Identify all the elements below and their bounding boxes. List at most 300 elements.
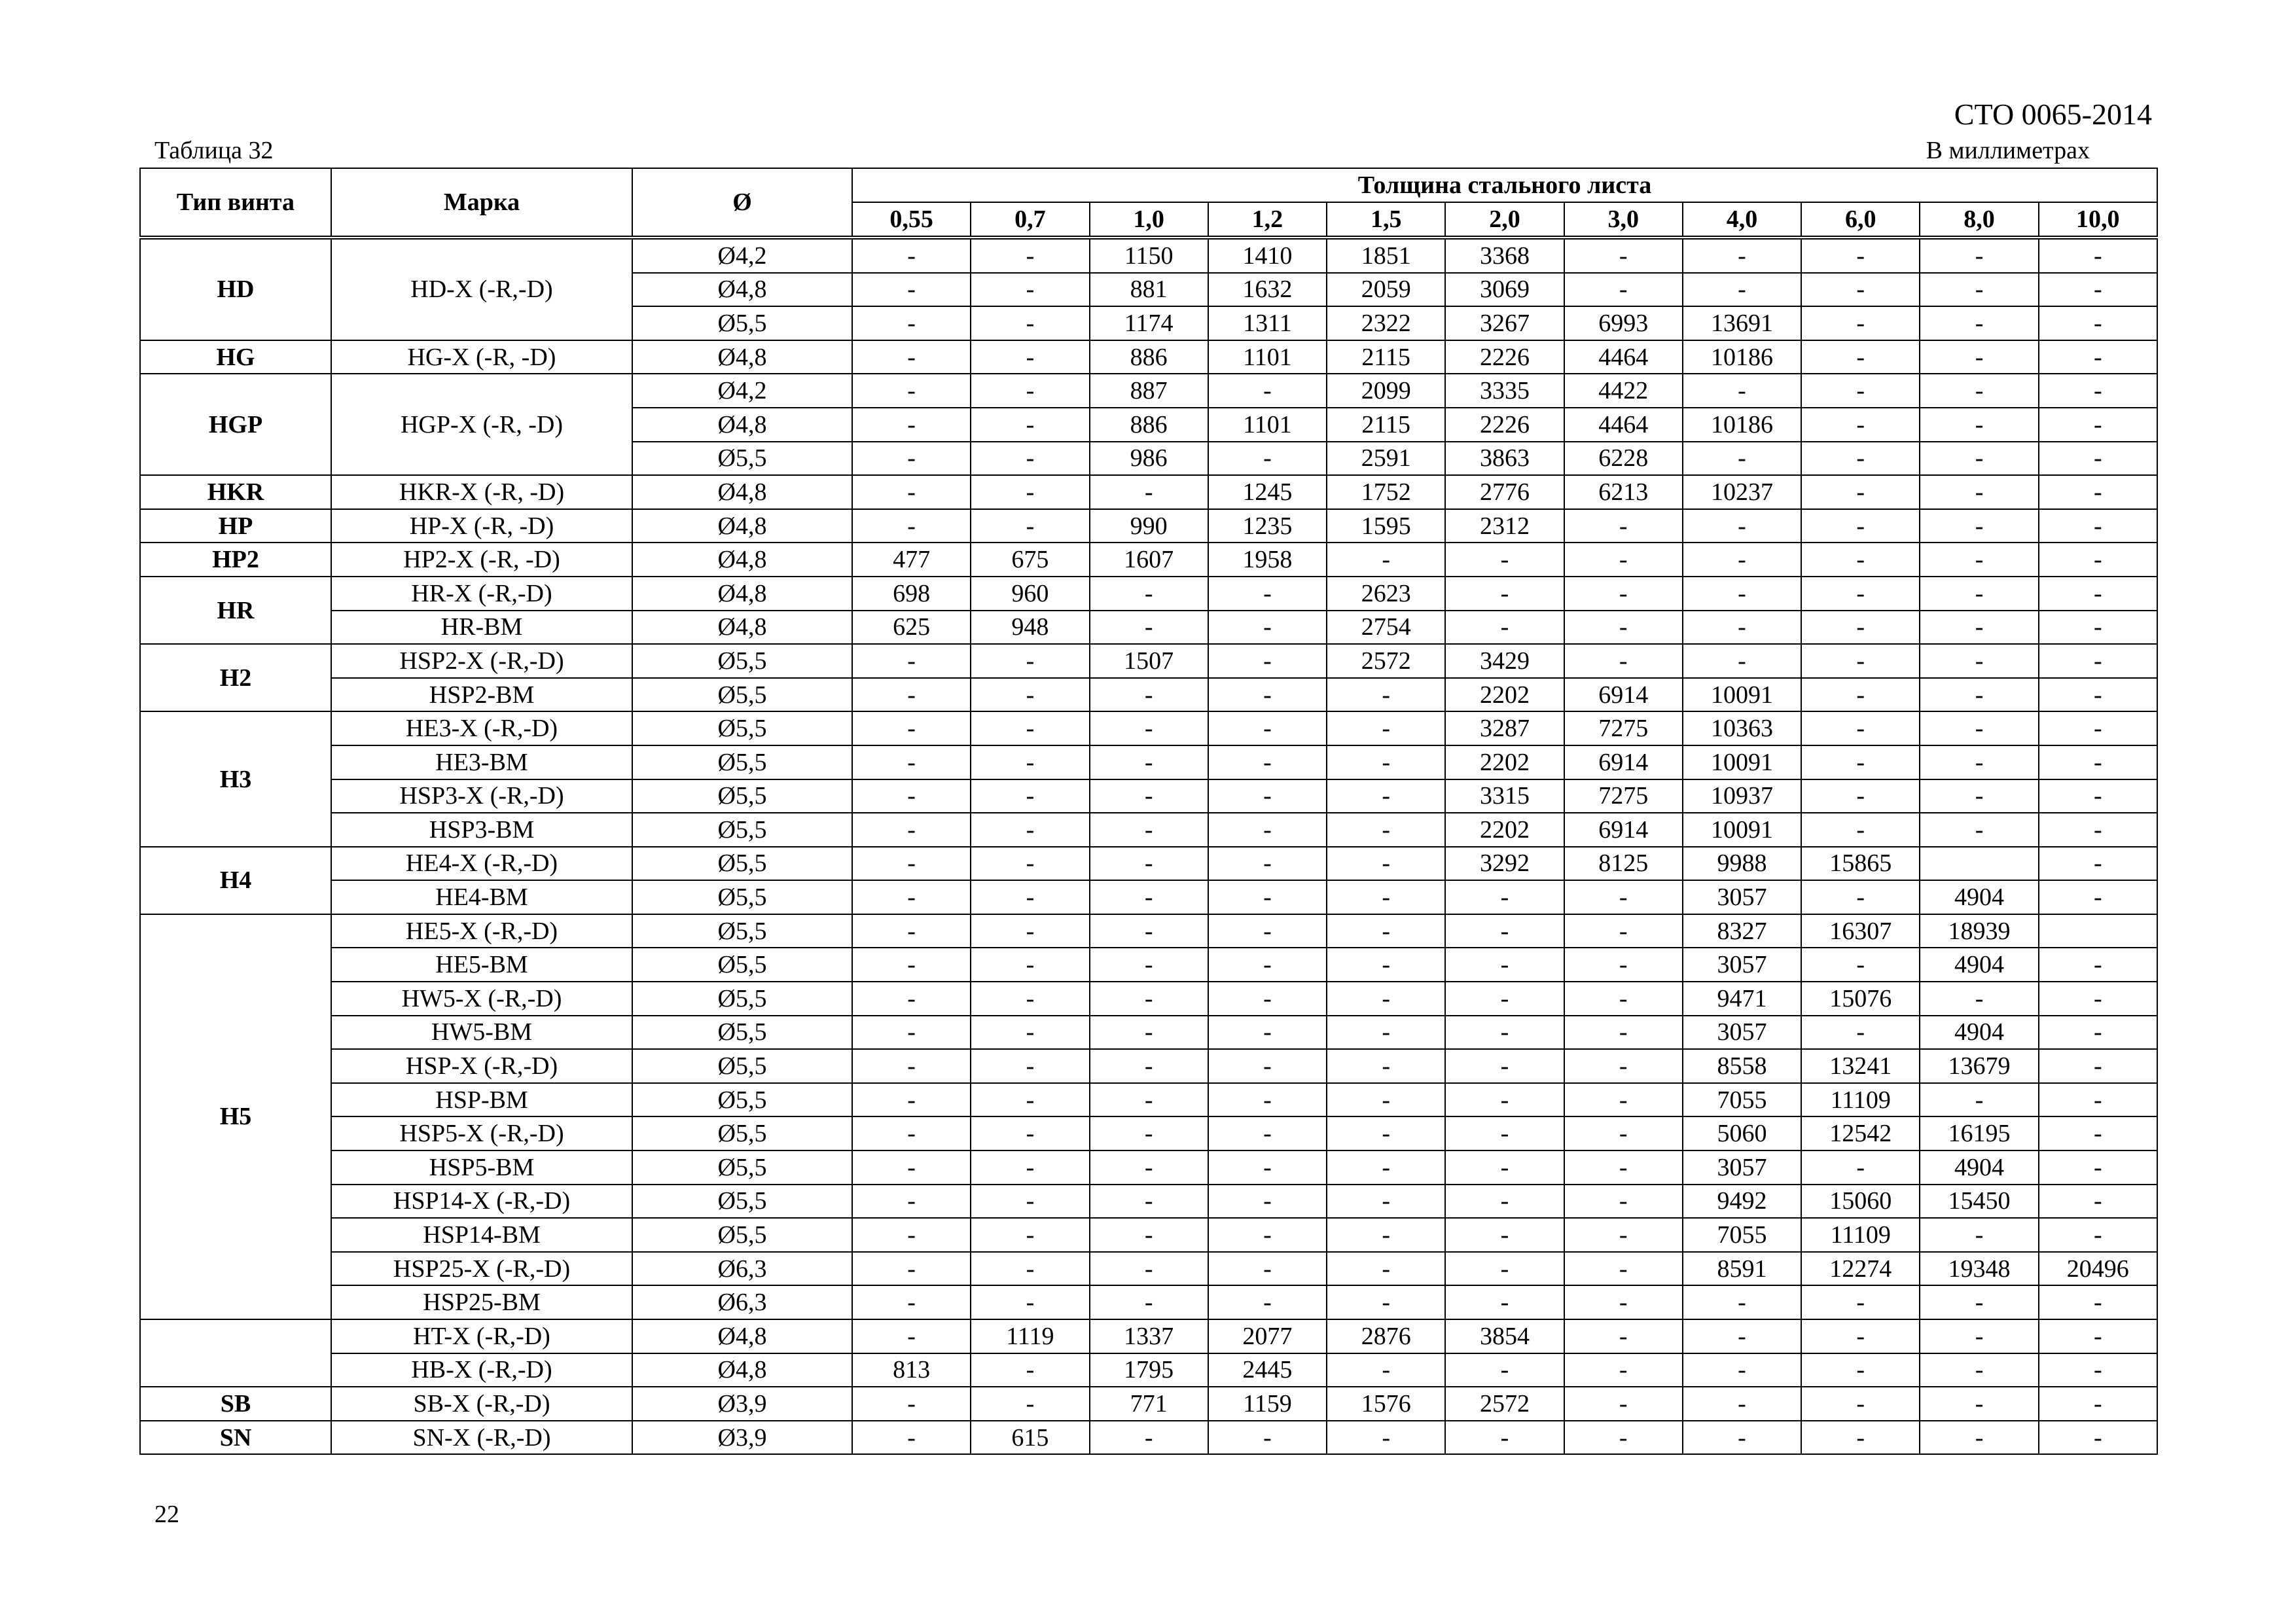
value-cell: 2572 xyxy=(1327,644,1445,678)
value-cell: 615 xyxy=(971,1421,1089,1455)
value-cell: - xyxy=(852,1285,971,1319)
value-cell: - xyxy=(852,442,971,476)
value-cell: 4904 xyxy=(1920,1150,2038,1185)
value-cell: 6213 xyxy=(1564,475,1683,509)
value-cell: 10237 xyxy=(1683,475,1801,509)
value-cell: - xyxy=(1920,1387,2038,1421)
value-cell: - xyxy=(971,914,1089,948)
value-cell: - xyxy=(852,1218,971,1252)
value-cell: - xyxy=(1564,1319,1683,1353)
brand-cell: HR-BM xyxy=(331,611,632,645)
brand-cell: HW5-X (-R,-D) xyxy=(331,982,632,1016)
value-cell: 1795 xyxy=(1090,1353,1208,1387)
header-thickness: 0,55 xyxy=(852,202,971,238)
diameter-cell: Ø4,8 xyxy=(632,340,852,374)
value-cell: - xyxy=(1564,238,1683,273)
brand-cell: HSP2-X (-R,-D) xyxy=(331,644,632,678)
value-cell: 13691 xyxy=(1683,306,1801,340)
value-cell: - xyxy=(852,509,971,543)
value-cell: - xyxy=(1327,1252,1445,1286)
value-cell: - xyxy=(2039,1218,2157,1252)
value-cell: - xyxy=(1208,1252,1327,1286)
value-cell: - xyxy=(852,1083,971,1117)
table-row xyxy=(140,1150,2157,1185)
header-thickness: 10,0 xyxy=(2039,202,2157,238)
table-title: Таблица 32 xyxy=(154,137,274,164)
value-cell: 3292 xyxy=(1445,847,1564,881)
value-cell: - xyxy=(971,813,1089,847)
value-cell: - xyxy=(971,340,1089,374)
value-cell: 12542 xyxy=(1801,1116,1920,1150)
value-cell: - xyxy=(1564,1387,1683,1421)
value-cell: - xyxy=(2039,644,2157,678)
value-cell: - xyxy=(1327,1185,1445,1219)
value-cell: 2623 xyxy=(1327,577,1445,611)
value-cell: - xyxy=(2039,1016,2157,1050)
brand-cell: HE4-X (-R,-D) xyxy=(331,847,632,881)
value-cell: 4464 xyxy=(1564,408,1683,442)
value-cell: - xyxy=(1445,1049,1564,1083)
value-cell: - xyxy=(1327,1353,1445,1387)
value-cell: - xyxy=(1920,238,2038,273)
diameter-cell: Ø4,8 xyxy=(632,611,852,645)
value-cell: - xyxy=(971,306,1089,340)
brand-cell: HP2-X (-R, -D) xyxy=(331,543,632,577)
value-cell: - xyxy=(1327,1218,1445,1252)
value-cell: - xyxy=(852,711,971,745)
value-cell: - xyxy=(1564,982,1683,1016)
value-cell: - xyxy=(1090,982,1208,1016)
value-cell: - xyxy=(1445,1421,1564,1455)
diameter-cell: Ø5,5 xyxy=(632,1150,852,1185)
value-cell: 6993 xyxy=(1564,306,1683,340)
diameter-cell: Ø5,5 xyxy=(632,644,852,678)
value-cell: - xyxy=(852,408,971,442)
value-cell: - xyxy=(852,982,971,1016)
value-cell: - xyxy=(971,1252,1089,1286)
diameter-cell: Ø5,5 xyxy=(632,442,852,476)
diameter-cell: Ø5,5 xyxy=(632,813,852,847)
value-cell: - xyxy=(1801,1150,1920,1185)
value-cell: - xyxy=(1801,813,1920,847)
value-cell: 19348 xyxy=(1920,1252,2038,1286)
value-cell: - xyxy=(1683,1319,1801,1353)
value-cell: - xyxy=(1683,1353,1801,1387)
value-cell: - xyxy=(1801,611,1920,645)
value-cell: - xyxy=(1208,442,1327,476)
table-row xyxy=(140,1319,2157,1353)
value-cell: - xyxy=(971,1218,1089,1252)
value-cell: - xyxy=(1327,543,1445,577)
value-cell: - xyxy=(1683,1387,1801,1421)
value-cell: - xyxy=(1090,1116,1208,1150)
value-cell: - xyxy=(1090,711,1208,745)
value-cell: - xyxy=(852,678,971,712)
value-cell: - xyxy=(852,1387,971,1421)
value-cell: - xyxy=(1801,1016,1920,1050)
value-cell: 960 xyxy=(971,577,1089,611)
value-cell: - xyxy=(1208,711,1327,745)
value-cell: 771 xyxy=(1090,1387,1208,1421)
table-row xyxy=(140,779,2157,813)
value-cell: - xyxy=(852,1252,971,1286)
value-cell: 2115 xyxy=(1327,408,1445,442)
value-cell: - xyxy=(971,678,1089,712)
value-cell: 11109 xyxy=(1801,1083,1920,1117)
header-diameter: Ø xyxy=(632,168,852,238)
value-cell: - xyxy=(1208,982,1327,1016)
value-cell: - xyxy=(2039,475,2157,509)
screw-type-cell: HR xyxy=(140,577,331,644)
value-cell: - xyxy=(1920,982,2038,1016)
value-cell: - xyxy=(2039,238,2157,273)
screw-type-cell: HP2 xyxy=(140,543,331,577)
value-cell: - xyxy=(1327,880,1445,914)
value-cell: - xyxy=(971,1049,1089,1083)
value-cell: - xyxy=(1920,577,2038,611)
value-cell: - xyxy=(1801,577,1920,611)
value-cell: - xyxy=(1920,745,2038,779)
value-cell: - xyxy=(971,273,1089,307)
value-cell: 2077 xyxy=(1208,1319,1327,1353)
value-cell: - xyxy=(1445,982,1564,1016)
value-cell: - xyxy=(1208,1016,1327,1050)
diameter-cell: Ø5,5 xyxy=(632,847,852,881)
diameter-cell: Ø4,8 xyxy=(632,273,852,307)
value-cell: - xyxy=(1920,340,2038,374)
diameter-cell: Ø4,8 xyxy=(632,509,852,543)
value-cell: - xyxy=(852,1016,971,1050)
value-cell: 11109 xyxy=(1801,1218,1920,1252)
value-cell: - xyxy=(1445,880,1564,914)
value-cell: - xyxy=(1208,374,1327,408)
value-cell: - xyxy=(2039,442,2157,476)
value-cell: - xyxy=(852,847,971,881)
value-cell: - xyxy=(1327,1016,1445,1050)
value-cell: - xyxy=(1920,374,2038,408)
value-cell: 10363 xyxy=(1683,711,1801,745)
value-cell: - xyxy=(1090,880,1208,914)
value-cell: 2754 xyxy=(1327,611,1445,645)
value-cell: 12274 xyxy=(1801,1252,1920,1286)
value-cell: - xyxy=(2039,948,2157,982)
value-cell: 1101 xyxy=(1208,408,1327,442)
value-cell: - xyxy=(852,948,971,982)
value-cell: - xyxy=(1683,611,1801,645)
value-cell: - xyxy=(1208,779,1327,813)
value-cell: - xyxy=(1801,644,1920,678)
units-label: В миллиметрах xyxy=(1926,137,2090,164)
value-cell: 15076 xyxy=(1801,982,1920,1016)
value-cell: 2099 xyxy=(1327,374,1445,408)
value-cell: 13679 xyxy=(1920,1049,2038,1083)
screw-type-cell: HD xyxy=(140,238,331,340)
screw-type-cell: H5 xyxy=(140,914,331,1319)
value-cell: 15060 xyxy=(1801,1185,1920,1219)
brand-cell: HR-X (-R,-D) xyxy=(331,577,632,611)
header-thickness-title: Толщина стального листа xyxy=(852,168,2157,202)
value-cell: 1311 xyxy=(1208,306,1327,340)
brand-cell: HSP14-BM xyxy=(331,1218,632,1252)
diameter-cell: Ø3,9 xyxy=(632,1387,852,1421)
value-cell: 4904 xyxy=(1920,880,2038,914)
value-cell: - xyxy=(1683,238,1801,273)
value-cell: - xyxy=(971,847,1089,881)
resistance-table xyxy=(139,168,2158,1455)
value-cell: 2876 xyxy=(1327,1319,1445,1353)
value-cell: - xyxy=(1564,611,1683,645)
value-cell: 1119 xyxy=(971,1319,1089,1353)
value-cell: - xyxy=(1327,813,1445,847)
value-cell: - xyxy=(1208,1285,1327,1319)
value-cell: 3287 xyxy=(1445,711,1564,745)
value-cell: - xyxy=(1208,948,1327,982)
value-cell: - xyxy=(1801,306,1920,340)
value-cell: 477 xyxy=(852,543,971,577)
value-cell: 6914 xyxy=(1564,745,1683,779)
value-cell: - xyxy=(1208,1185,1327,1219)
value-cell: - xyxy=(852,475,971,509)
value-cell: - xyxy=(1801,1421,1920,1455)
value-cell: - xyxy=(971,779,1089,813)
page-number: 22 xyxy=(154,1501,179,1528)
value-cell: - xyxy=(1920,779,2038,813)
value-cell: 10937 xyxy=(1683,779,1801,813)
value-cell: 4422 xyxy=(1564,374,1683,408)
value-cell: - xyxy=(1327,1116,1445,1150)
value-cell: - xyxy=(1801,1353,1920,1387)
diameter-cell: Ø4,8 xyxy=(632,1353,852,1387)
value-cell: 1752 xyxy=(1327,475,1445,509)
value-cell: 1101 xyxy=(1208,340,1327,374)
brand-cell: HE4-BM xyxy=(331,880,632,914)
diameter-cell: Ø5,5 xyxy=(632,745,852,779)
table-row xyxy=(140,1083,2157,1117)
value-cell: 886 xyxy=(1090,340,1208,374)
table-row xyxy=(140,577,2157,611)
value-cell: 15865 xyxy=(1801,847,1920,881)
diameter-cell: Ø5,5 xyxy=(632,779,852,813)
value-cell: - xyxy=(1683,1285,1801,1319)
diameter-cell: Ø5,5 xyxy=(632,1185,852,1219)
diameter-cell: Ø5,5 xyxy=(632,1218,852,1252)
value-cell: - xyxy=(852,779,971,813)
screw-type-cell: HGP xyxy=(140,374,331,475)
value-cell: - xyxy=(852,273,971,307)
value-cell: 16307 xyxy=(1801,914,1920,948)
diameter-cell: Ø4,2 xyxy=(632,238,852,273)
value-cell: - xyxy=(1801,340,1920,374)
value-cell: 3863 xyxy=(1445,442,1564,476)
value-cell: 7055 xyxy=(1683,1083,1801,1117)
value-cell: 8558 xyxy=(1683,1049,1801,1083)
diameter-cell: Ø5,5 xyxy=(632,1083,852,1117)
value-cell: - xyxy=(1801,948,1920,982)
brand-cell: HB-X (-R,-D) xyxy=(331,1353,632,1387)
value-cell: 20496 xyxy=(2039,1252,2157,1286)
value-cell: - xyxy=(1920,408,2038,442)
value-cell: - xyxy=(852,1185,971,1219)
value-cell: - xyxy=(1683,577,1801,611)
value-cell: - xyxy=(852,644,971,678)
value-cell: - xyxy=(971,948,1089,982)
value-cell: - xyxy=(1564,1185,1683,1219)
value-cell: - xyxy=(1208,914,1327,948)
value-cell: - xyxy=(1445,577,1564,611)
value-cell: - xyxy=(1090,948,1208,982)
value-cell: - xyxy=(2039,1387,2157,1421)
value-cell: - xyxy=(1090,577,1208,611)
diameter-cell: Ø5,5 xyxy=(632,948,852,982)
value-cell: - xyxy=(971,745,1089,779)
value-cell: - xyxy=(2039,543,2157,577)
value-cell: 3368 xyxy=(1445,238,1564,273)
value-cell: - xyxy=(2039,408,2157,442)
value-cell: - xyxy=(1445,1016,1564,1050)
screw-type-cell: H2 xyxy=(140,644,331,711)
screw-type-cell: H4 xyxy=(140,847,331,914)
diameter-cell: Ø5,5 xyxy=(632,880,852,914)
table-row xyxy=(140,509,2157,543)
value-cell: 3057 xyxy=(1683,948,1801,982)
header-thickness: 4,0 xyxy=(1683,202,1801,238)
value-cell: - xyxy=(1564,1083,1683,1117)
value-cell: - xyxy=(2039,1083,2157,1117)
diameter-cell: Ø5,5 xyxy=(632,914,852,948)
value-cell: 9471 xyxy=(1683,982,1801,1016)
value-cell: 2322 xyxy=(1327,306,1445,340)
value-cell: - xyxy=(1445,948,1564,982)
value-cell: - xyxy=(1327,1049,1445,1083)
value-cell: 13241 xyxy=(1801,1049,1920,1083)
brand-cell: HT-X (-R,-D) xyxy=(331,1319,632,1353)
value-cell: - xyxy=(1208,1218,1327,1252)
value-cell: - xyxy=(852,306,971,340)
value-cell: - xyxy=(852,340,971,374)
value-cell: 7055 xyxy=(1683,1218,1801,1252)
value-cell: 625 xyxy=(852,611,971,645)
value-cell: - xyxy=(1090,1285,1208,1319)
value-cell xyxy=(2039,914,2157,948)
table-row xyxy=(140,1016,2157,1050)
value-cell: 1507 xyxy=(1090,644,1208,678)
value-cell: 2202 xyxy=(1445,745,1564,779)
value-cell: 2591 xyxy=(1327,442,1445,476)
value-cell: - xyxy=(971,880,1089,914)
value-cell: - xyxy=(2039,1353,2157,1387)
value-cell: - xyxy=(1920,1353,2038,1387)
table-row xyxy=(140,880,2157,914)
value-cell: - xyxy=(852,374,971,408)
diameter-cell: Ø5,5 xyxy=(632,306,852,340)
value-cell: 2226 xyxy=(1445,408,1564,442)
value-cell: - xyxy=(1327,982,1445,1016)
table-row xyxy=(140,1218,2157,1252)
value-cell: 1235 xyxy=(1208,509,1327,543)
value-cell: - xyxy=(2039,745,2157,779)
value-cell: - xyxy=(1564,644,1683,678)
value-cell: - xyxy=(1564,1150,1683,1185)
value-cell: - xyxy=(1445,914,1564,948)
table-row xyxy=(140,745,2157,779)
value-cell: - xyxy=(1090,611,1208,645)
value-cell: - xyxy=(1090,1218,1208,1252)
value-cell: - xyxy=(1327,1285,1445,1319)
value-cell: - xyxy=(1445,1353,1564,1387)
value-cell: 9988 xyxy=(1683,847,1801,881)
diameter-cell: Ø4,8 xyxy=(632,543,852,577)
value-cell: - xyxy=(2039,374,2157,408)
value-cell: - xyxy=(1327,711,1445,745)
value-cell: - xyxy=(1208,678,1327,712)
value-cell: 4464 xyxy=(1564,340,1683,374)
value-cell: - xyxy=(1920,442,2038,476)
brand-cell: HE3-X (-R,-D) xyxy=(331,711,632,745)
value-cell: - xyxy=(1801,1387,1920,1421)
table-row xyxy=(140,1185,2157,1219)
value-cell: - xyxy=(1801,273,1920,307)
value-cell: 2572 xyxy=(1445,1387,1564,1421)
value-cell: - xyxy=(1801,509,1920,543)
table-row xyxy=(140,1049,2157,1083)
value-cell: 2226 xyxy=(1445,340,1564,374)
value-cell: - xyxy=(2039,1185,2157,1219)
value-cell: - xyxy=(971,711,1089,745)
value-cell: - xyxy=(1801,880,1920,914)
brand-cell: HSP25-X (-R,-D) xyxy=(331,1252,632,1286)
table-row xyxy=(140,340,2157,374)
value-cell: - xyxy=(1801,442,1920,476)
screw-type-cell: HKR xyxy=(140,475,331,509)
value-cell: 813 xyxy=(852,1353,971,1387)
diameter-cell: Ø3,9 xyxy=(632,1421,852,1455)
value-cell: - xyxy=(2039,509,2157,543)
value-cell: - xyxy=(1208,880,1327,914)
brand-cell: HKR-X (-R, -D) xyxy=(331,475,632,509)
value-cell: - xyxy=(1208,577,1327,611)
table-row xyxy=(140,1252,2157,1286)
value-cell: - xyxy=(1564,577,1683,611)
value-cell: - xyxy=(1090,1083,1208,1117)
value-cell: - xyxy=(1564,273,1683,307)
value-cell: - xyxy=(1564,1285,1683,1319)
value-cell: - xyxy=(1445,1150,1564,1185)
value-cell: - xyxy=(2039,813,2157,847)
brand-cell: SN-X (-R,-D) xyxy=(331,1421,632,1455)
value-cell: 2202 xyxy=(1445,813,1564,847)
value-cell: - xyxy=(2039,611,2157,645)
brand-cell: HSP-BM xyxy=(331,1083,632,1117)
value-cell: - xyxy=(2039,678,2157,712)
screw-type-cell: SN xyxy=(140,1421,331,1455)
value-cell: - xyxy=(1920,1083,2038,1117)
brand-cell: SB-X (-R,-D) xyxy=(331,1387,632,1421)
value-cell: - xyxy=(1445,543,1564,577)
value-cell: - xyxy=(1801,678,1920,712)
value-cell: - xyxy=(852,1116,971,1150)
table-row xyxy=(140,678,2157,712)
value-cell: - xyxy=(1445,1252,1564,1286)
value-cell: - xyxy=(2039,779,2157,813)
value-cell: - xyxy=(1801,238,1920,273)
value-cell: - xyxy=(1920,509,2038,543)
value-cell: - xyxy=(1564,1049,1683,1083)
value-cell: - xyxy=(971,442,1089,476)
value-cell: - xyxy=(1327,745,1445,779)
brand-cell: HP-X (-R, -D) xyxy=(331,509,632,543)
value-cell: - xyxy=(1920,711,2038,745)
value-cell: 675 xyxy=(971,543,1089,577)
